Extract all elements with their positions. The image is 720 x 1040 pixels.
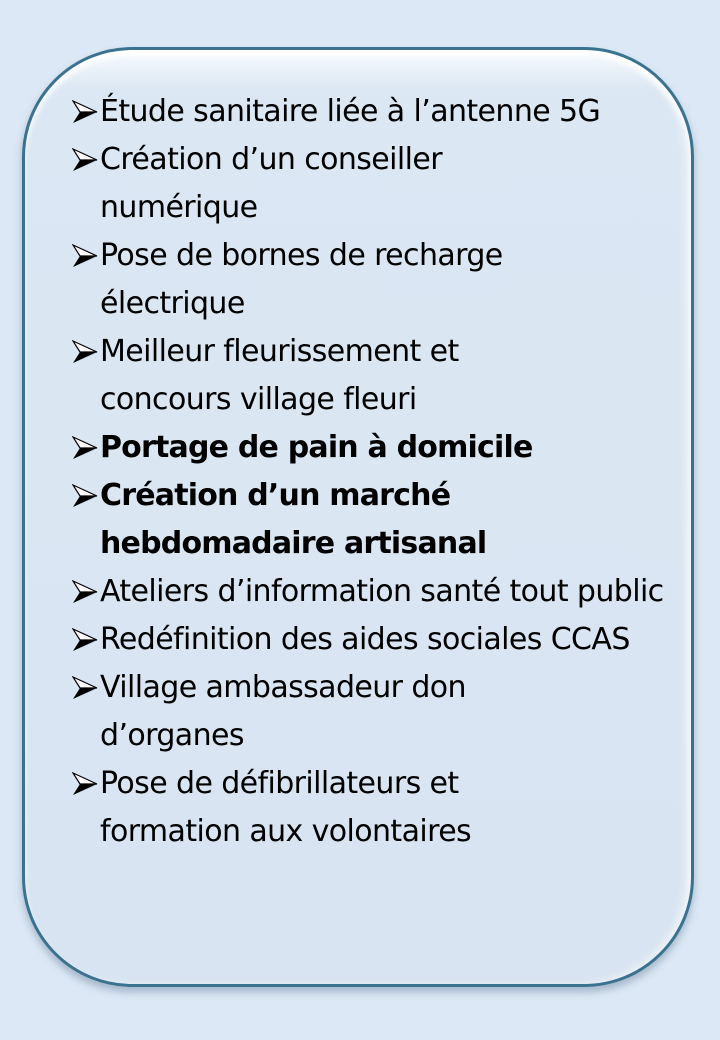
arrowhead-bullet-icon (72, 676, 98, 700)
list-item-label: Village ambassadeur don d’organes (100, 670, 466, 753)
arrowhead-bullet-icon (72, 580, 98, 604)
list-item-label: Création d’un marché hebdomadaire artisanal (100, 478, 487, 561)
arrowhead-bullet-icon (72, 484, 98, 508)
arrowhead-bullet-icon (72, 148, 98, 172)
arrowhead-bullet-icon (72, 340, 98, 364)
arrowhead-bullet-icon (72, 436, 98, 460)
arrowhead-bullet-icon (72, 244, 98, 268)
list-item-highlighted (72, 472, 580, 568)
arrowhead-bullet-icon (72, 772, 98, 796)
list-item-label: Pose de défibrillateurs et formation aux volontaires (100, 766, 472, 849)
arrowhead-bullet-icon (72, 100, 98, 124)
list-item (72, 664, 560, 760)
list-item-label: Redéfinition des aides sociales CCAS (100, 622, 630, 657)
list-item-label: Ateliers d’information santé tout public (100, 574, 664, 609)
list-item (72, 760, 560, 856)
list-item-highlighted (72, 424, 680, 472)
list-item-label: Pose de bornes de recharge électrique (100, 238, 503, 321)
list-item-label: Création d’un conseiller numérique (100, 142, 442, 225)
arrowhead-bullet-icon (72, 628, 98, 652)
list-item-label: Étude sanitaire liée à l’antenne 5G (100, 94, 601, 129)
project-list (72, 88, 672, 856)
list-item (72, 616, 640, 664)
list-item (72, 88, 680, 136)
list-item-label: Meilleur fleurissement et concours village fleuri (100, 334, 459, 417)
list-item-label: Portage de pain à domicile (100, 430, 533, 465)
list-item (72, 568, 680, 616)
list-item (72, 136, 500, 232)
list-item (72, 328, 540, 424)
list-item (72, 232, 580, 328)
